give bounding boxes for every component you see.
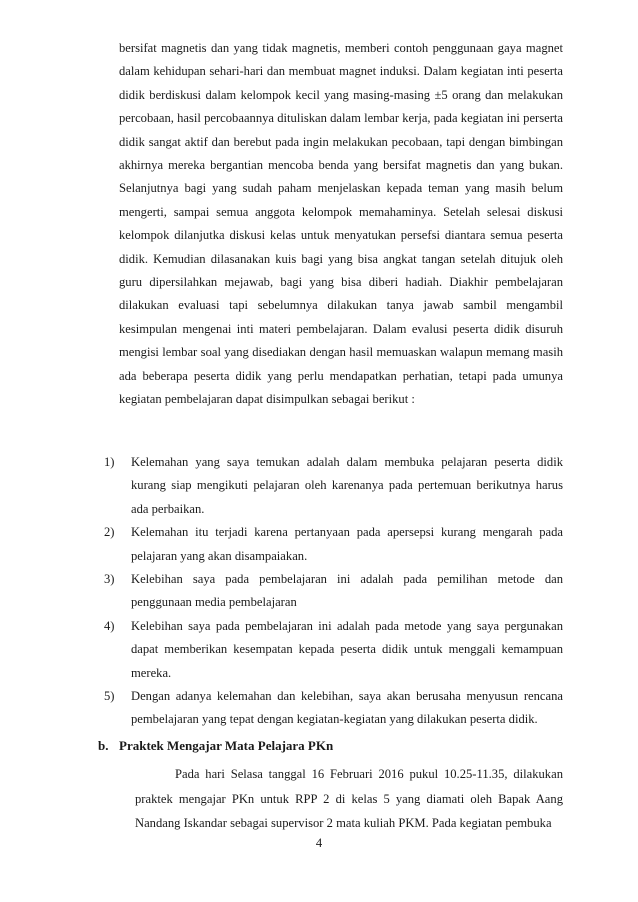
list-item <box>104 568 563 615</box>
list-number: 5) <box>104 689 115 704</box>
list-number: 3) <box>104 572 115 587</box>
list-text: Dengan adanya kelemahan dan kelebihan, saya akan berusaha menyusun rencana pembelajaran yang tepat dengan kegiatan-kegiatan yang dilakukan peserta didik. <box>131 689 563 727</box>
section-paragraph <box>135 762 563 836</box>
section-heading <box>98 738 333 754</box>
list-text: Kelebihan saya pada pembelajaran ini adalah pada pemilihan metode dan penggunaan media pembelajaran <box>131 572 563 610</box>
list-text: Kelemahan yang saya temukan adalah dalam membuka pelajaran peserta didik kurang siap mengikuti pelajaran oleh karenanya pada pertemuan berikutnya harus ada perbaikan. <box>131 455 563 516</box>
list-item <box>104 521 563 568</box>
evaluation-list <box>104 451 563 732</box>
body-paragraph <box>119 37 563 412</box>
paragraph-text: bersifat magnetis dan yang tidak magnetis, memberi contoh penggunaan gaya magnet dalam kehidupan sehari-hari dan membuat magnet induksi. Dalam kegiatan inti peserta didik berdiskusi dalam kelompok kecil yang masing-masing ±5 orang dan melakukan percobaan, hasil percobaannya dituliskan dalam lembar kerja, pada kegiatan ini perserta didik sangat aktif dan berebut pada ingin melakukan pecobaan, tapi dengan bimbingan akhirnya mereka bergantian mencoba benda yang bersifat magnetis dan yang bukan. Selanjutnya bagi yang sudah paham menjelaskan kepada teman yang masih belum mengerti, sampai semua anggota kelompok memahaminya. Setelah selesai diskusi kelompok dilanjutka diskusi kelas untuk menyatukan persefsi diantara semua peserta didik. Kemudian dilasanakan kuis bagi yang bisa angkat tangan setelah ditujuk oleh guru dipersilahkan mejawab, bagi yang bisa diberi hadiah. Diakhir pembelajaran dilakukan evaluasi tapi sebelumnya dilakukan tanya jawab sambil mengambil kesimpulan mengenai inti materi pembelajaran. Dalam evalusi peserta didik disuruh mengisi lembar soal yang disediakan dengan hasil memuaskan walapun memang masih ada beberapa peserta didik yang perlu mendapatkan perhatian, tetapi pada umunya kegiatan pembelajaran dapat disimpulkan sebagai berikut : <box>119 41 563 407</box>
list-item <box>104 615 563 685</box>
list-number: 4) <box>104 618 115 633</box>
list-item <box>104 451 563 521</box>
section-letter: b. <box>98 738 109 753</box>
section-paragraph-text: Pada hari Selasa tanggal 16 Februari 2016 pukul 10.25-11.35, dilakukan praktek mengajar PKn untuk RPP 2 di kelas 5 yang diamati oleh Bapak Aang Nandang Iskandar sebagai supervisor 2 mata kuliah PKM. Pada kegiatan pembuka <box>135 767 563 830</box>
section-title: Praktek Mengajar Mata Pelajara PKn <box>119 738 334 753</box>
list-number: 2) <box>104 525 115 540</box>
list-text: Kelemahan itu terjadi karena pertanyaan pada apersepsi kurang mengarah pada pelajaran yang akan disampaiakan. <box>131 525 563 563</box>
page-number: 4 <box>315 836 323 850</box>
list-number: 1) <box>104 455 115 469</box>
list-text: Kelebihan saya pada pembelajaran ini adalah pada metode yang saya pergunakan dapat memberikan kesempatan kepada peserta didik untuk menggali kemampuan mereka. <box>131 618 563 680</box>
list-item <box>104 685 563 732</box>
